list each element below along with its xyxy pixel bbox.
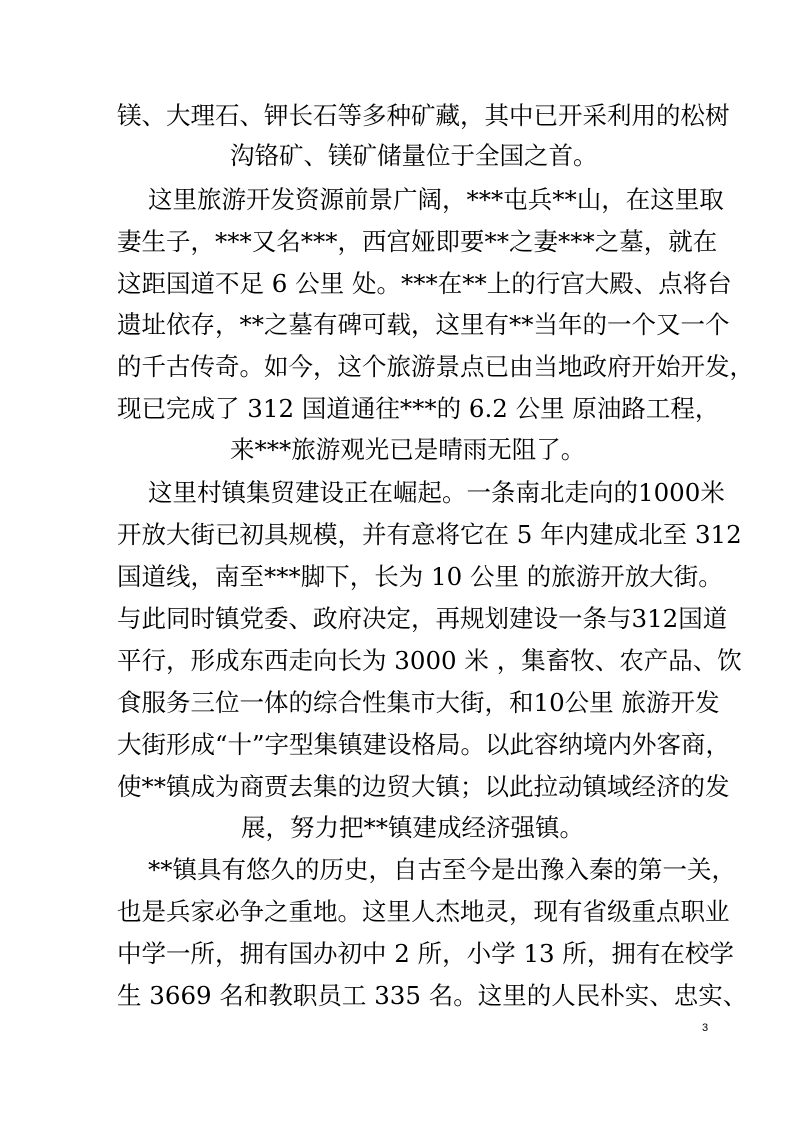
text-line: 生 3669 名和教职员工 335 名。这里的人民朴实、忠实、 <box>117 981 748 1010</box>
text-line: **镇具有悠久的历史，自古至今是出豫入秦的第一关， <box>148 855 736 884</box>
text-line: 这里村镇集贸建设正在崛起。一条南北走向的1000米 <box>148 478 725 507</box>
text-line: 国道线，南至***脚下，长为 10 公里 的旅游开放大街。 <box>117 562 723 591</box>
text-line: 平行，形成东西走向长为 3000 米 ，集畜牧、农产品、饮 <box>117 646 742 675</box>
text-line: 这里旅游开发资源前景广阔，***屯兵**山，在这里取 <box>148 185 724 214</box>
text-line: 使**镇成为商贾去集的边贸大镇；以此拉动镇域经济的发 <box>117 772 730 801</box>
text-line: 中学一所，拥有国办初中 2 所，小学 13 所，拥有在校学 <box>117 939 734 968</box>
text-line: 的千古传奇。如今，这个旅游景点已由当地政府开始开发， <box>117 352 754 381</box>
text-line: 展，努力把**镇建成经济强镇。 <box>241 813 584 842</box>
text-line: 开放大街已初具规模，并有意将它在 5 年内建成北至 312 <box>117 520 742 549</box>
text-line: 妻生子，***又名***，西宫娅即要**之妻***之墓，就在 <box>117 227 718 256</box>
text-line: 与此同时镇党委、政府决定，再规划建设一条与312国道 <box>117 604 728 633</box>
text-line: 来***旅游观光已是晴雨无阻了。 <box>230 435 586 464</box>
text-line: 现已完成了 312 国道通往***的 6.2 公里 原油路工程， <box>117 394 720 423</box>
text-line: 沟铬矿、镁矿储量位于全国之首。 <box>230 141 598 170</box>
text-line: 这距国道不足 6 公里 处。***在**上的行宫大殿、点将台 <box>117 269 732 298</box>
page-number: 3 <box>702 1022 709 1034</box>
text-line: 镁、大理石、钾长石等多种矿藏，其中已开采利用的松树 <box>117 101 730 130</box>
text-line: 遗址依存，**之墓有碑可载，这里有**当年的一个又一个 <box>117 310 730 339</box>
text-line: 大街形成“十”字型集镇建设格局。以此容纳境内外客商， <box>117 730 731 759</box>
text-line: 食服务三位一体的综合性集市大街，和10公里 旅游开发 <box>117 688 720 717</box>
text-line: 也是兵家必争之重地。这里人杰地灵，现有省级重点职业 <box>117 897 730 926</box>
